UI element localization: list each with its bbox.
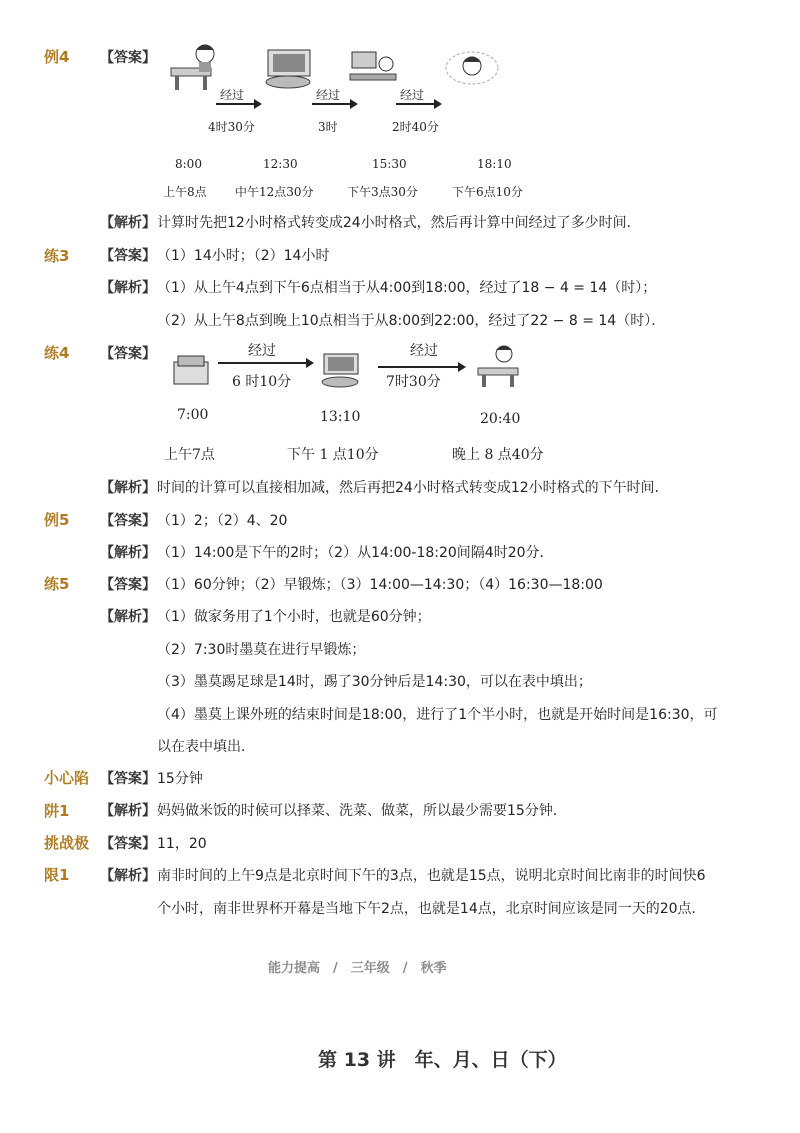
tag-p4: 练4 xyxy=(44,344,70,362)
p4-arrow1-top: 经过 xyxy=(248,343,276,359)
analysis-label: 【解析】 xyxy=(100,609,156,625)
boy-watching-tv-illustration xyxy=(318,352,364,392)
boy-at-computer-illustration xyxy=(348,48,400,92)
answer-label: 【答案】 xyxy=(100,836,156,852)
boy-sleeping-illustration xyxy=(170,352,216,392)
boy-watching-tv-illustration xyxy=(262,48,318,92)
p5-analysis-2: （2）7:30时墨莫在进行早锻炼； xyxy=(157,642,366,658)
tag-ex5: 例5 xyxy=(44,511,70,529)
timename-2: 中午12点30分 xyxy=(235,185,314,199)
p3-analysis-1: （1）从上午4点到下午6点相当于从4:00到18:00，经过了18 − 4 = 14（时）； xyxy=(157,280,657,296)
p4-time-1: 7:00 xyxy=(177,407,209,423)
analysis-label: 【解析】 xyxy=(100,868,156,884)
girl-playing-illustration xyxy=(444,46,500,88)
p3-analysis-2: （2）从上午8点到晚上10点相当于从8:00到22:00，经过了22 − 8 = 14（时）． xyxy=(157,313,666,329)
tag-challenge: 挑战极 xyxy=(44,834,90,852)
answer-label: 【答案】 xyxy=(100,346,156,362)
timename-3: 下午3点30分 xyxy=(347,185,418,199)
timename-1: 上午8点 xyxy=(163,185,207,199)
time-4: 18:10 xyxy=(477,157,512,171)
p5-analysis-4: （4）墨莫上课外班的结束时间是18:00，进行了1个半小时，也就是开始时间是16:30，可 xyxy=(157,707,718,723)
challenge-analysis-1: 南非时间的上午9点是北京时间下午的3点，也就是15点，说明北京时间比南非的时间快6 xyxy=(157,868,706,884)
p4-arrow1-bottom: 6 时10分 xyxy=(232,374,292,390)
p5-answer: （1）60分钟；（2）早锻炼；（3）14:00—14:30；（4）16:30—18:00 xyxy=(157,577,603,593)
challenge-answer: 11，20 xyxy=(157,836,207,852)
time-3: 15:30 xyxy=(372,157,407,171)
p5-analysis-1: （1）做家务用了1个小时，也就是60分钟； xyxy=(157,609,431,625)
timename-4: 下午6点10分 xyxy=(452,185,523,199)
p4-analysis: 时间的计算可以直接相加减，然后再把24小时格式转变成12小时格式的下午时间． xyxy=(157,480,669,496)
tag-p3: 练3 xyxy=(44,247,70,265)
page-footer: 能力提高 / 三年级 / 秋季 xyxy=(268,961,447,976)
arrow-3 xyxy=(396,103,436,105)
analysis-label: 【解析】 xyxy=(100,215,156,231)
p4-time-2: 13:10 xyxy=(320,409,361,425)
boy-at-desk-illustration xyxy=(165,42,225,92)
ex5-analysis: （1）14:00是下午的2时；（2）从14:00-18:20间隔4时20分． xyxy=(157,545,554,561)
ex4-analysis: 计算时先把12小时格式转变成24小时格式，然后再计算中间经过了多少时间． xyxy=(157,215,641,231)
p4-arrow2-top: 经过 xyxy=(410,343,438,359)
tag-ex4: 例4 xyxy=(44,48,70,66)
p4-name-1: 上午7点 xyxy=(164,447,215,463)
tag-trap-2: 阱1 xyxy=(44,802,70,820)
tag-trap: 小心陷 xyxy=(44,769,90,787)
answer-label: 【答案】 xyxy=(100,248,156,264)
answer-label: 【答案】 xyxy=(100,50,156,66)
trap-answer: 15分钟 xyxy=(157,771,203,787)
arrow-1 xyxy=(216,103,256,105)
p4-arrow2-bottom: 7时30分 xyxy=(386,374,441,390)
p4-name-2: 下午 1 点10分 xyxy=(287,447,379,463)
p4-name-3: 晚上 8 点40分 xyxy=(452,447,544,463)
p5-analysis-5: 以在表中填出． xyxy=(157,739,255,755)
arrow2-top: 经过 xyxy=(316,88,341,102)
challenge-analysis-2: 个小时，南非世界杯开幕是当地下午2点，也就是14点，北京时间应该是同一天的20点． xyxy=(157,901,706,917)
analysis-label: 【解析】 xyxy=(100,803,156,819)
tag-p5: 练5 xyxy=(44,575,70,593)
tag-challenge-2: 限1 xyxy=(44,866,70,884)
arrow2-bottom: 3时 xyxy=(318,120,338,134)
arrow1-bottom: 4时30分 xyxy=(208,120,255,134)
ex5-answer: （1）2；（2）4、20 xyxy=(157,513,288,529)
p4-arrow-2 xyxy=(378,366,460,368)
arrow3-top: 经过 xyxy=(400,88,425,102)
answer-label: 【答案】 xyxy=(100,771,156,787)
time-2: 12:30 xyxy=(263,157,298,171)
chapter-title: 第 13 讲 年、月、日（下） xyxy=(318,1049,567,1071)
p4-time-3: 20:40 xyxy=(480,411,521,427)
boy-at-desk-illustration xyxy=(474,340,522,390)
analysis-label: 【解析】 xyxy=(100,280,156,296)
p3-answer: （1）14小时；（2）14小时 xyxy=(157,248,330,264)
p5-analysis-3: （3）墨莫踢足球是14时，踢了30分钟后是14:30，可以在表中填出； xyxy=(157,674,592,690)
arrow-2 xyxy=(312,103,352,105)
answer-label: 【答案】 xyxy=(100,513,156,529)
time-1: 8:00 xyxy=(175,157,202,171)
p4-arrow-1 xyxy=(218,362,308,364)
answer-label: 【答案】 xyxy=(100,577,156,593)
analysis-label: 【解析】 xyxy=(100,480,156,496)
analysis-label: 【解析】 xyxy=(100,545,156,561)
trap-analysis: 妈妈做米饭的时候可以择菜、洗菜、做菜，所以最少需要15分钟． xyxy=(157,803,567,819)
arrow3-bottom: 2时40分 xyxy=(392,120,439,134)
arrow1-top: 经过 xyxy=(220,88,245,102)
